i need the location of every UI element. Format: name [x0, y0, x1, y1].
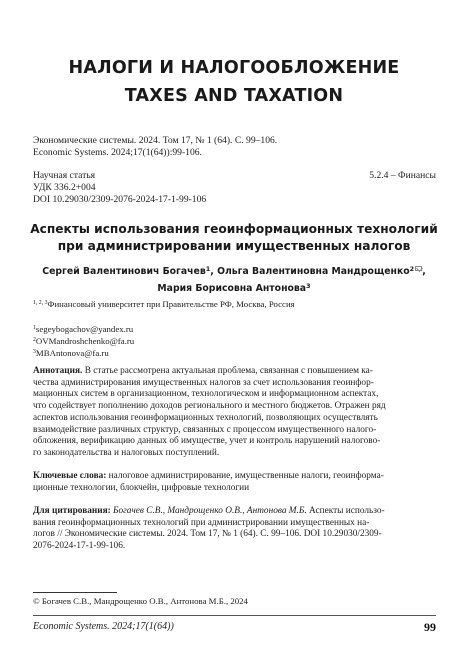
affiliation-text: Финансовый университет при Правительстве РФ, Москва, Россия: [47, 299, 295, 309]
abstract-label: Аннотация.: [33, 366, 83, 376]
email-link[interactable]: OVMandroshchenko@fa.ru: [35, 336, 135, 347]
citation-line: вания геоинформационных технологий при администрировании имущественных на-: [33, 517, 370, 528]
article-type: Научная статья: [33, 170, 96, 181]
journal-citation-ru: Экономические системы. 2024. Том 17, № 1 (64). С. 99–106.: [33, 135, 278, 146]
abstract-line: обложения, верификацию данных об имуществе, учет и контроль нарушений налогово-: [33, 436, 381, 447]
footnote-divider: [33, 592, 117, 593]
author-name: Сергей Валентинович Богачев: [42, 266, 206, 277]
author-separator: ,: [210, 266, 218, 277]
author-name: Ольга Валентиновна Мандрощенко: [217, 266, 410, 277]
author-name: Мария Борисовна Антонова: [157, 283, 307, 294]
page-number: 99: [424, 620, 436, 634]
keywords-line: ционные технологии, блокчейн, цифровые технологии: [33, 482, 250, 493]
copyright-notice: © Богачев С.В., Мандрощенко О.В., Антонова М.Б., 2024: [33, 596, 248, 606]
author-separator: ,: [422, 266, 426, 277]
citation-line: логов // Экономические системы. 2024. Том 17, № 1 (64). С. 99–106. DOI 10.29030/2309-: [33, 529, 382, 540]
citation-block: [33, 506, 436, 553]
citation-line: 2076-2024-17-1-99-106.: [33, 541, 126, 552]
author-sup: 1: [205, 265, 211, 273]
envelope-icon[interactable]: [415, 266, 422, 271]
article-title: [30, 221, 438, 255]
footer-divider: [33, 615, 436, 616]
citation-text: Аспекты использо-: [309, 506, 385, 516]
author-sup: 2: [409, 265, 415, 273]
email-item: [33, 323, 134, 335]
abstract-line: го законодательства и налоговых поступлений.: [33, 447, 220, 458]
abstract-line: [33, 366, 436, 378]
affiliation: [33, 298, 295, 310]
journal-citation-en: Economic Systems. 2024;17(1(64)):99-106.: [33, 147, 202, 158]
article-title-line-2: при администрировании имущественных налогов: [57, 239, 411, 253]
email-sup: 1: [33, 325, 36, 331]
email-item: [33, 347, 134, 359]
footer-journal: Economic Systems. 2024;17(1(64)): [33, 621, 174, 632]
section-title-en: TAXES AND TAXATION: [124, 86, 344, 106]
author-line-2: [30, 279, 438, 296]
email-link[interactable]: MBAntonova@fa.ru: [35, 348, 109, 359]
keywords: [33, 471, 436, 494]
citation-authors: Богачев С.В., Мандрощенко О.В., Антонова М.Б.: [113, 506, 307, 516]
author-sup: 3: [306, 282, 311, 290]
article-title-line-1: Аспекты использования геоинформационных технологий: [30, 222, 438, 236]
email-item: [33, 335, 134, 347]
citation-line: [33, 506, 436, 518]
abstract-line: что содействует пополнению доходов регионального и местного бюджетов. Отражен ряд: [33, 401, 386, 412]
abstract-line: чества администрирования имущественных налогов за счет использования геоинфор-: [33, 377, 374, 388]
email-link[interactable]: segeybogachov@yandex.ru: [35, 324, 134, 334]
doi: DOI 10.29030/2309-2076-2024-17-1-99-106: [33, 194, 207, 205]
section-title-ru: НАЛОГИ И НАЛОГООБЛОЖЕНИЕ: [68, 58, 400, 78]
udk-code: УДК 336.2+004: [33, 182, 96, 193]
citation-label: Для цитирования:: [33, 506, 111, 516]
keywords-line: [33, 471, 436, 483]
email-sup: 3: [33, 349, 36, 356]
specialty-code: 5.2.4 – Финансы: [369, 170, 436, 181]
abstract: [33, 366, 436, 460]
email-sup: 2: [33, 337, 36, 344]
affiliation-sup: 1, 2, 3: [33, 300, 48, 306]
abstract-line: взаимодействие различных структур, связанных с процессом имущественного налого-: [33, 424, 377, 435]
author-list: [30, 262, 438, 296]
abstract-text: В статье рассмотрена актуальная проблема, связанная с повышением ка-: [84, 366, 373, 376]
keywords-label: Ключевые слова:: [33, 471, 107, 481]
abstract-line: аспектов использования геоинформационных технологий, позволяющих осуществлять: [33, 412, 378, 423]
email-list: [33, 323, 134, 360]
abstract-line: мационных систем в организационном, технологическом и информационном аспектах,: [33, 389, 379, 400]
keywords-text: налоговое администрирование, имущественные налоги, геоинформа-: [108, 471, 384, 481]
author-line-1: [30, 262, 438, 279]
